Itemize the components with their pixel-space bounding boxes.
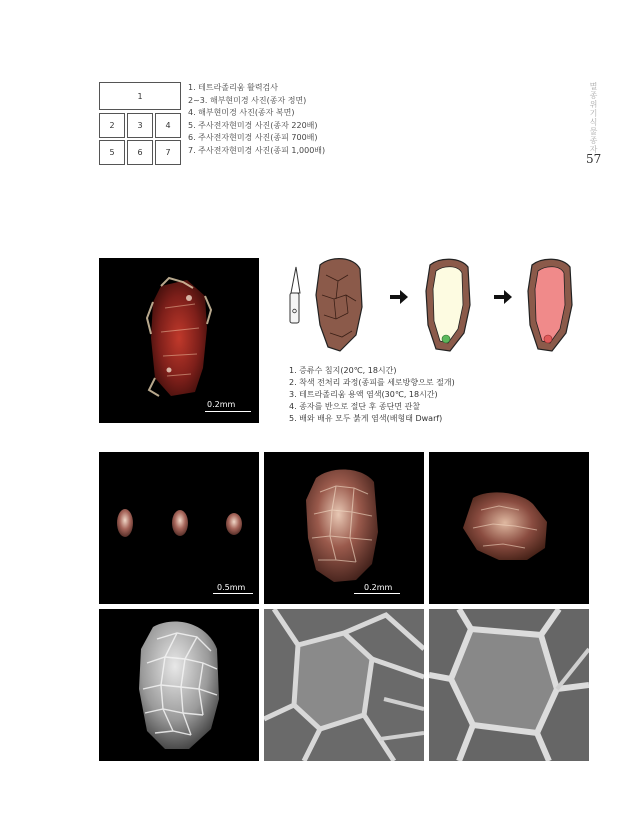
- scale-label: 0.2mm: [207, 400, 236, 409]
- layout-box-1: 1: [99, 82, 181, 110]
- legend-item: 4. 해부현미경 사진(종자 복면): [188, 108, 295, 118]
- layout-box-7: 7: [155, 140, 181, 165]
- sem-seed-220x-photo: [99, 609, 259, 761]
- seed-front-image: [264, 452, 424, 604]
- legend-item: 1. 테트라졸리움 활력검사: [188, 83, 278, 92]
- scalpel-icon: [290, 267, 300, 323]
- step-item: 1. 증류수 침지(20℃, 18시간): [289, 366, 397, 375]
- layout-box-4: 4: [155, 113, 181, 138]
- arrow-right-icon: [494, 290, 512, 304]
- step-item: 4. 종자를 반으로 절단 후 종단면 관찰: [289, 402, 421, 411]
- seed-ventral-photo: [429, 452, 589, 604]
- arrow-right-icon: [390, 290, 408, 304]
- step-item: 3. 테트라졸리움 용액 염색(30℃, 18시간): [289, 390, 438, 399]
- step-item: 2. 착색 전처리 과정(종피를 세로방향으로 절개): [289, 378, 455, 387]
- sem-coat-1000-image: [429, 609, 589, 761]
- legend-item: 6. 주사전자현미경 사진(종피 700배): [188, 133, 318, 143]
- cut-seed-stained-icon: [528, 259, 572, 351]
- layout-box-3: 3: [127, 113, 153, 138]
- three-seeds-image: [99, 452, 259, 604]
- page-number: 57: [586, 152, 602, 166]
- layout-box-2: 2: [99, 113, 125, 138]
- scale-bar: [354, 593, 400, 594]
- scale-label: 0.5mm: [217, 583, 246, 592]
- sem-coat-700-image: [264, 609, 424, 761]
- cut-seed-unstained-icon: [426, 259, 470, 351]
- scale-bar: [213, 593, 253, 594]
- sem-seed-coat-700x-photo: [264, 609, 424, 761]
- figure-legend: [188, 82, 325, 158]
- side-running-title: 멸종위기식물종자: [589, 82, 598, 154]
- viability-steps: [289, 365, 455, 425]
- layout-box-6: 6: [127, 140, 153, 165]
- legend-item: 7. 주사전자현미경 사진(종피 1,000배): [188, 145, 326, 155]
- viability-process-diagram: [282, 255, 582, 355]
- seeds-front-view-photo: [99, 452, 259, 604]
- seed-front-closeup-photo: [264, 452, 424, 604]
- legend-item: 2~3. 해부현미경 사진(종자 정면): [188, 95, 307, 105]
- seed-ventral-image: [429, 452, 589, 604]
- layout-box-5: 5: [99, 140, 125, 165]
- tetrazolium-seed-photo: [99, 258, 259, 423]
- whole-seed-icon: [316, 259, 362, 351]
- stained-seed-image: [99, 258, 259, 423]
- scale-bar: [205, 411, 251, 412]
- legend-item: 5. 주사전자현미경 사진(종자 220배): [188, 120, 318, 130]
- step-item: 5. 배와 배유 모두 붉게 염색(배형태 Dwarf): [289, 414, 443, 423]
- scale-label: 0.2mm: [364, 583, 393, 592]
- sem-seed-coat-1000x-photo: [429, 609, 589, 761]
- sem-seed-image: [99, 609, 259, 761]
